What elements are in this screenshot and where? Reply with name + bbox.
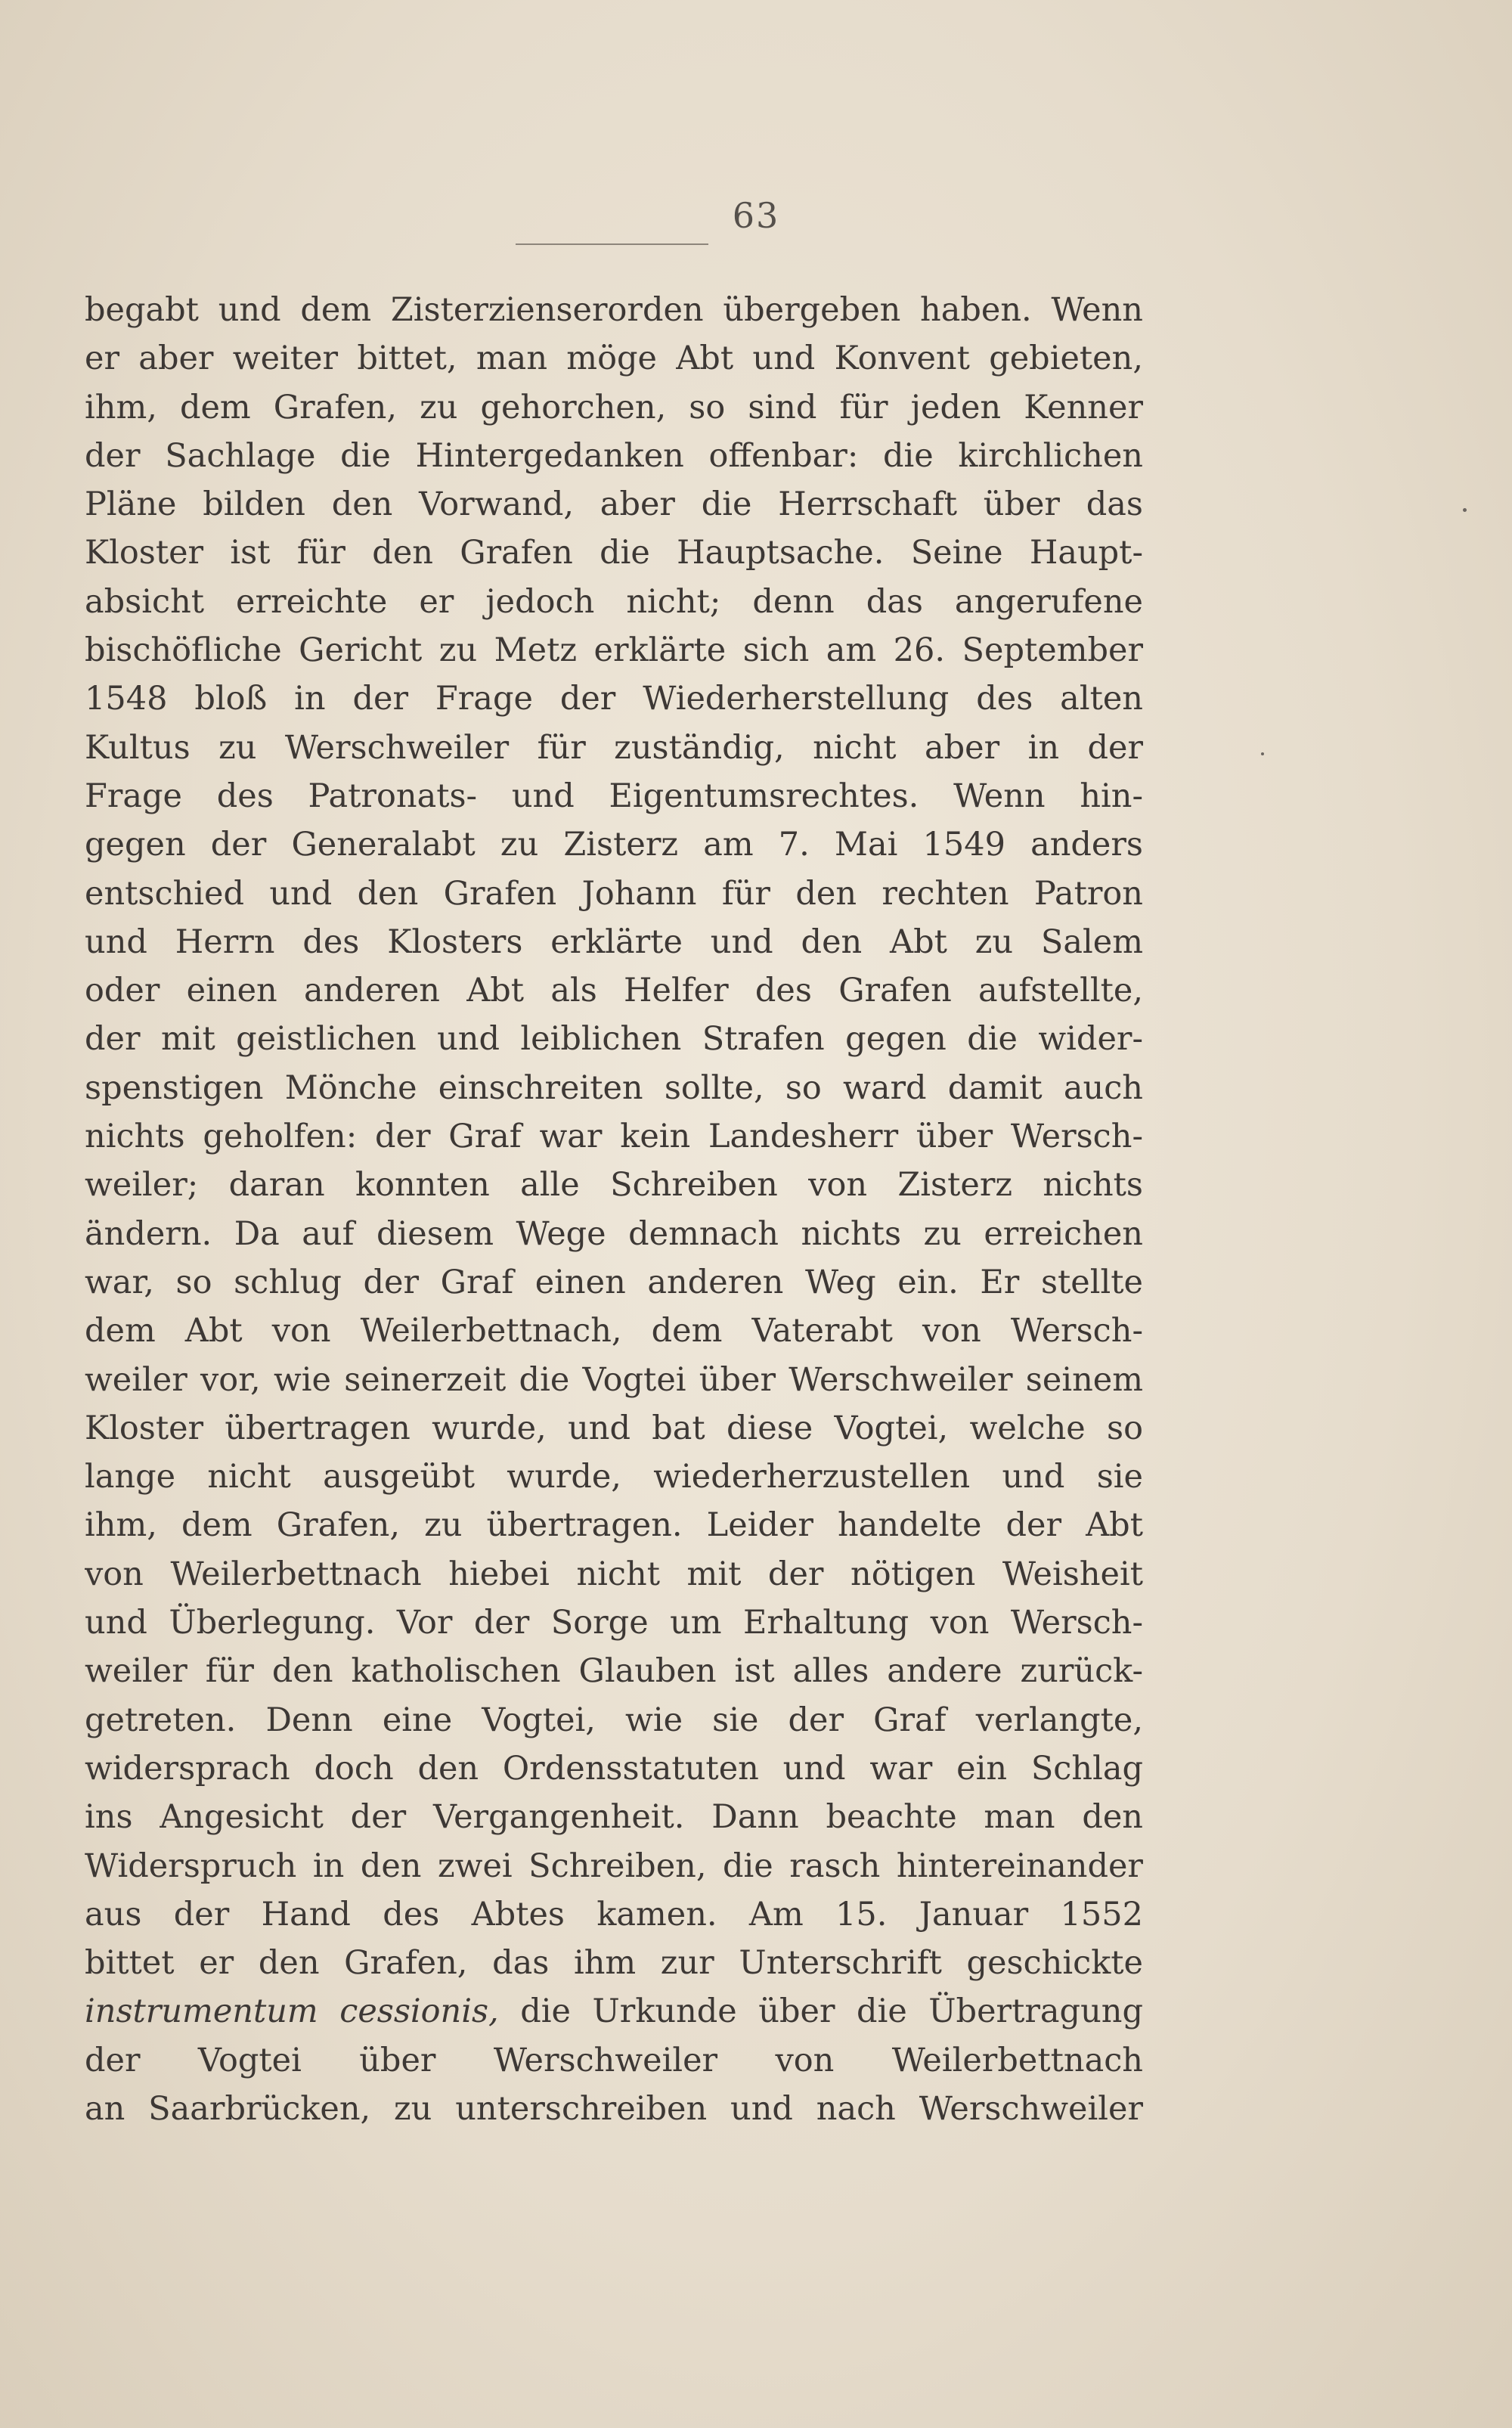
text-line: ins Angesicht der Vergangenheit. Dann beachte man den (85, 1798, 1143, 1837)
text-line: weiler vor, wie seinerzeit die Vogtei über Werschweiler seinem (85, 1360, 1143, 1399)
text-line: an Saarbrücken, zu unterschreiben und nach Werschweiler (85, 2089, 1143, 2128)
text-line: aus der Hand des Abtes kamen. Am 15. Januar 1552 (85, 1895, 1143, 1933)
text-line: Kultus zu Werschweiler für zuständig, nicht aber in der (85, 728, 1143, 767)
text-line: oder einen anderen Abt als Helfer des Grafen aufstellte, (85, 972, 1143, 1010)
text-line: bischöfliche Gericht zu Metz erklärte sich am 26. September (85, 631, 1143, 670)
text-line: und Überlegung. Vor der Sorge um Erhaltung von Wersch- (85, 1604, 1143, 1642)
text-line: dem Abt von Weilerbettnach, dem Vaterabt von Wersch- (85, 1312, 1143, 1350)
latin-phrase: instrumentum cessionis, (85, 1992, 499, 2031)
body-text (85, 286, 1143, 2133)
text-line: ändern. Da auf diesem Wege demnach nichts zu erreichen (85, 1214, 1143, 1253)
text-line: Kloster übertragen wurde, und bat diese Vogtei, welche so (85, 1409, 1143, 1447)
text-line: Widerspruch in den zwei Schreiben, die rasch hintereinander (85, 1847, 1143, 1885)
text-line: 1548 bloß in der Frage der Wiederherstellung des alten (85, 680, 1143, 718)
text-line: weiler für den katholischen Glauben ist alles andere zurück- (85, 1652, 1143, 1691)
text-line: widersprach doch den Ordensstatuten und war ein Schlag (85, 1749, 1143, 1788)
text-line: er aber weiter bittet, man möge Abt und Konvent gebieten, (85, 340, 1143, 378)
text-line: und Herrn des Klosters erklärte und den Abt zu Salem (85, 923, 1143, 961)
text-line: von Weilerbettnach hiebei nicht mit der nötigen Weisheit (85, 1555, 1143, 1593)
text-line: bittet er den Grafen, das ihm zur Unterschrift geschickte (85, 1944, 1143, 1983)
text-line: Frage des Patronats- und Eigentumsrechtes. Wenn hin- (85, 777, 1143, 815)
text-line: der mit geistlichen und leiblichen Strafen gegen die wider- (85, 1020, 1143, 1059)
text-line: der Vogtei über Werschweiler von Weilerbettnach (85, 2041, 1143, 2079)
text-line: lange nicht ausgeübt wurde, wiederherzustellen und sie (85, 1458, 1143, 1496)
text-line: ihm, dem Grafen, zu gehorchen, so sind für jeden Kenner (85, 388, 1143, 426)
text-line: der Sachlage die Hintergedanken offenbar: die kirchlichen (85, 436, 1143, 475)
text-line: ihm, dem Grafen, zu übertragen. Leider handelte der Abt (85, 1506, 1143, 1545)
text-line: begabt und dem Zisterzienserorden übergeben haben. Wenn (85, 291, 1143, 329)
text-line: spenstigen Mönche einschreiten sollte, so ward damit auch (85, 1068, 1143, 1107)
text-line: absicht erreichte er jedoch nicht; denn das angerufene (85, 582, 1143, 621)
page-number: 63 (732, 195, 780, 236)
text-line-rest: die Urkunde über die Übertragung (498, 1992, 1143, 2031)
paper-speck (1261, 752, 1264, 755)
text-line: weiler; daran konnten alle Schreiben von Zisterz nichts (85, 1166, 1143, 1205)
text-line: Pläne bilden den Vorwand, aber die Herrschaft über das (85, 485, 1143, 524)
text-line: gegen der Generalabt zu Zisterz am 7. Mai 1549 anders (85, 826, 1143, 864)
text-line: nichts geholfen: der Graf war kein Landesherr über Wersch- (85, 1118, 1143, 1156)
text-line-latin (85, 1987, 1143, 2036)
text-line: entschied und den Grafen Johann für den rechten Patron (85, 874, 1143, 913)
text-line: war, so schlug der Graf einen anderen Weg ein. Er stellte (85, 1263, 1143, 1301)
paper-speck (1463, 508, 1467, 512)
header-rule (516, 243, 708, 245)
text-line: Kloster ist für den Grafen die Hauptsache. Seine Haupt- (85, 534, 1143, 572)
text-line: getreten. Denn eine Vogtei, wie sie der Graf verlangte, (85, 1701, 1143, 1739)
